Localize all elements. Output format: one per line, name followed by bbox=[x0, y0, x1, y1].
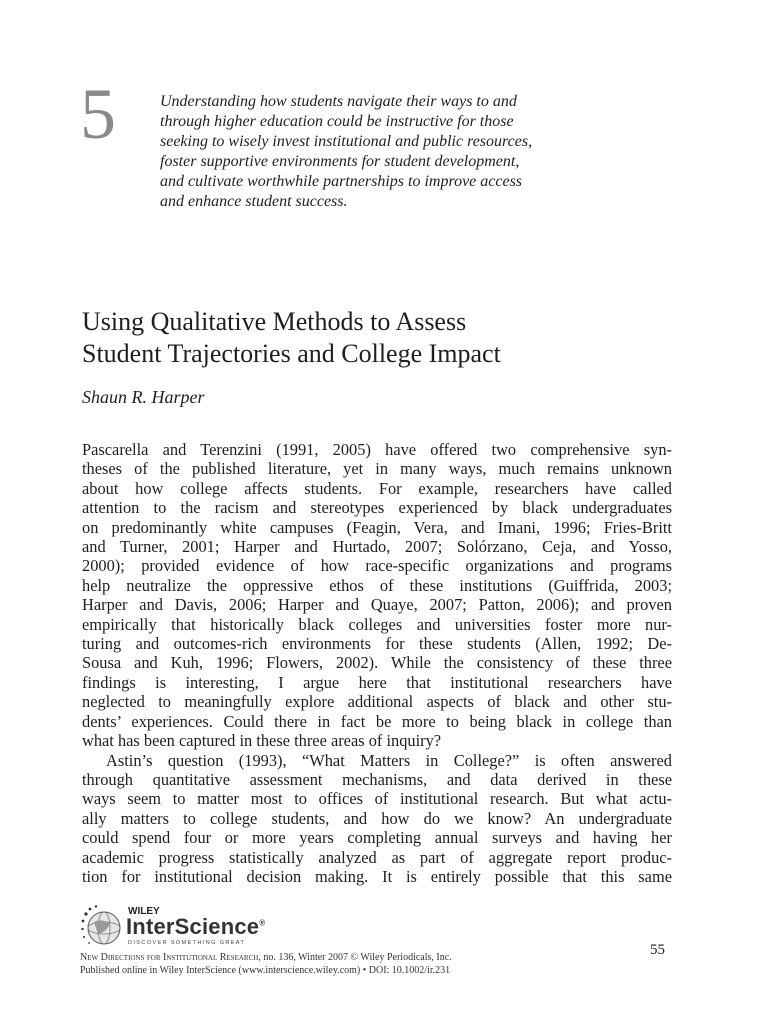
publisher-name: WILEY bbox=[128, 906, 160, 917]
body-line: attention to the racism and stereotypes experienced by black undergraduates bbox=[82, 498, 672, 518]
logo-tagline: DISCOVER SOMETHING GREAT bbox=[128, 940, 246, 946]
issue-info: , no. 136, Winter 2007 © Wiley Periodicals, Inc. bbox=[258, 952, 452, 963]
article-title bbox=[82, 306, 702, 370]
body-line: and Turner, 2001; Harper and Hurtado, 2007; Solórzano, Ceja, and Yosso, bbox=[82, 537, 672, 557]
body-line: ally matters to college students, and how do we know? An undergraduate bbox=[82, 808, 672, 828]
chapter-number: 5 bbox=[80, 74, 116, 154]
page-number: 55 bbox=[650, 942, 665, 958]
body-line: Harper and Davis, 2006; Harper and Quaye, 2007; Patton, 2006); and proven bbox=[82, 595, 672, 615]
page-footer bbox=[80, 951, 700, 977]
wiley-interscience-logo bbox=[80, 904, 300, 950]
body-line: help neutralize the oppressive ethos of these institutions (Guiffrida, 2003; bbox=[82, 575, 672, 595]
body-line: what has been captured in these three areas of inquiry? bbox=[82, 731, 442, 751]
logo-name: InterScience bbox=[126, 914, 260, 939]
body-text bbox=[82, 440, 672, 886]
body-line: empirically that historically black colleges and universities foster more nur- bbox=[82, 614, 672, 634]
body-line: could spend four or more years completing annual surveys and having her bbox=[82, 828, 672, 848]
epigraph bbox=[160, 92, 620, 212]
logo-wordmark bbox=[126, 914, 265, 940]
epigraph-line: foster supportive environments for student development, bbox=[160, 153, 520, 170]
body-line: theses of the published literature, yet in many ways, much remains unknown bbox=[82, 459, 672, 479]
epigraph-line: and cultivate worthwhile partnerships to improve access bbox=[160, 173, 523, 190]
body-line: 2000); provided evidence of how race-specific organizations and programs bbox=[82, 556, 672, 576]
article-author: Shaun R. Harper bbox=[82, 387, 205, 407]
footer-published: Published online in Wiley InterScience (www.interscience.wiley.com) • DOI: 10.1002/ir.231 bbox=[80, 965, 451, 976]
epigraph-line: and enhance student success. bbox=[160, 193, 348, 210]
epigraph-line: Understanding how students navigate their ways to and bbox=[160, 93, 517, 110]
body-line: through quantitative assessment mechanisms, and data derived in these bbox=[82, 769, 672, 789]
body-line: Pascarella and Terenzini (1991, 2005) have offered two comprehensive syn- bbox=[82, 440, 672, 459]
body-line: findings is interesting, I argue here that institutional researchers have bbox=[82, 672, 672, 692]
body-line: Sousa and Kuh, 1996; Flowers, 2002). While the consistency of these three bbox=[82, 653, 672, 673]
footer-citation bbox=[80, 951, 700, 964]
title-line: Student Trajectories and College Impact bbox=[82, 339, 501, 368]
body-line: neglected to meaningfully explore additional aspects of black and other stu- bbox=[82, 692, 672, 712]
body-line: ways seem to matter most to offices of institutional research. But what actu- bbox=[82, 789, 672, 809]
body-line: Astin’s question (1993), “What Matters in College?” is often answered bbox=[106, 750, 672, 770]
body-line: tion for institutional decision making. It is entirely possible that this same bbox=[82, 866, 672, 886]
epigraph-line: seeking to wisely invest institutional and public resources, bbox=[160, 133, 533, 150]
body-line: dents’ experiences. Could there in fact be more to being black in college than bbox=[82, 711, 672, 731]
registered-mark: ® bbox=[259, 918, 266, 928]
epigraph-line: through higher education could be instructive for those bbox=[160, 113, 514, 130]
body-line: about how college affects students. For example, researchers have called bbox=[82, 478, 672, 498]
body-line: turing and outcomes-rich environments for these students (Allen, 1992; De- bbox=[82, 634, 672, 654]
title-line: Using Qualitative Methods to Assess bbox=[82, 307, 467, 336]
body-line: academic progress statistically analyzed as part of aggregate report produc- bbox=[82, 847, 672, 867]
globe-icon bbox=[80, 904, 124, 948]
body-line: on predominantly white campuses (Feagin, Vera, and Imani, 1996; Fries-Britt bbox=[82, 517, 672, 537]
journal-name: New Directions for Institutional Research bbox=[80, 952, 259, 963]
